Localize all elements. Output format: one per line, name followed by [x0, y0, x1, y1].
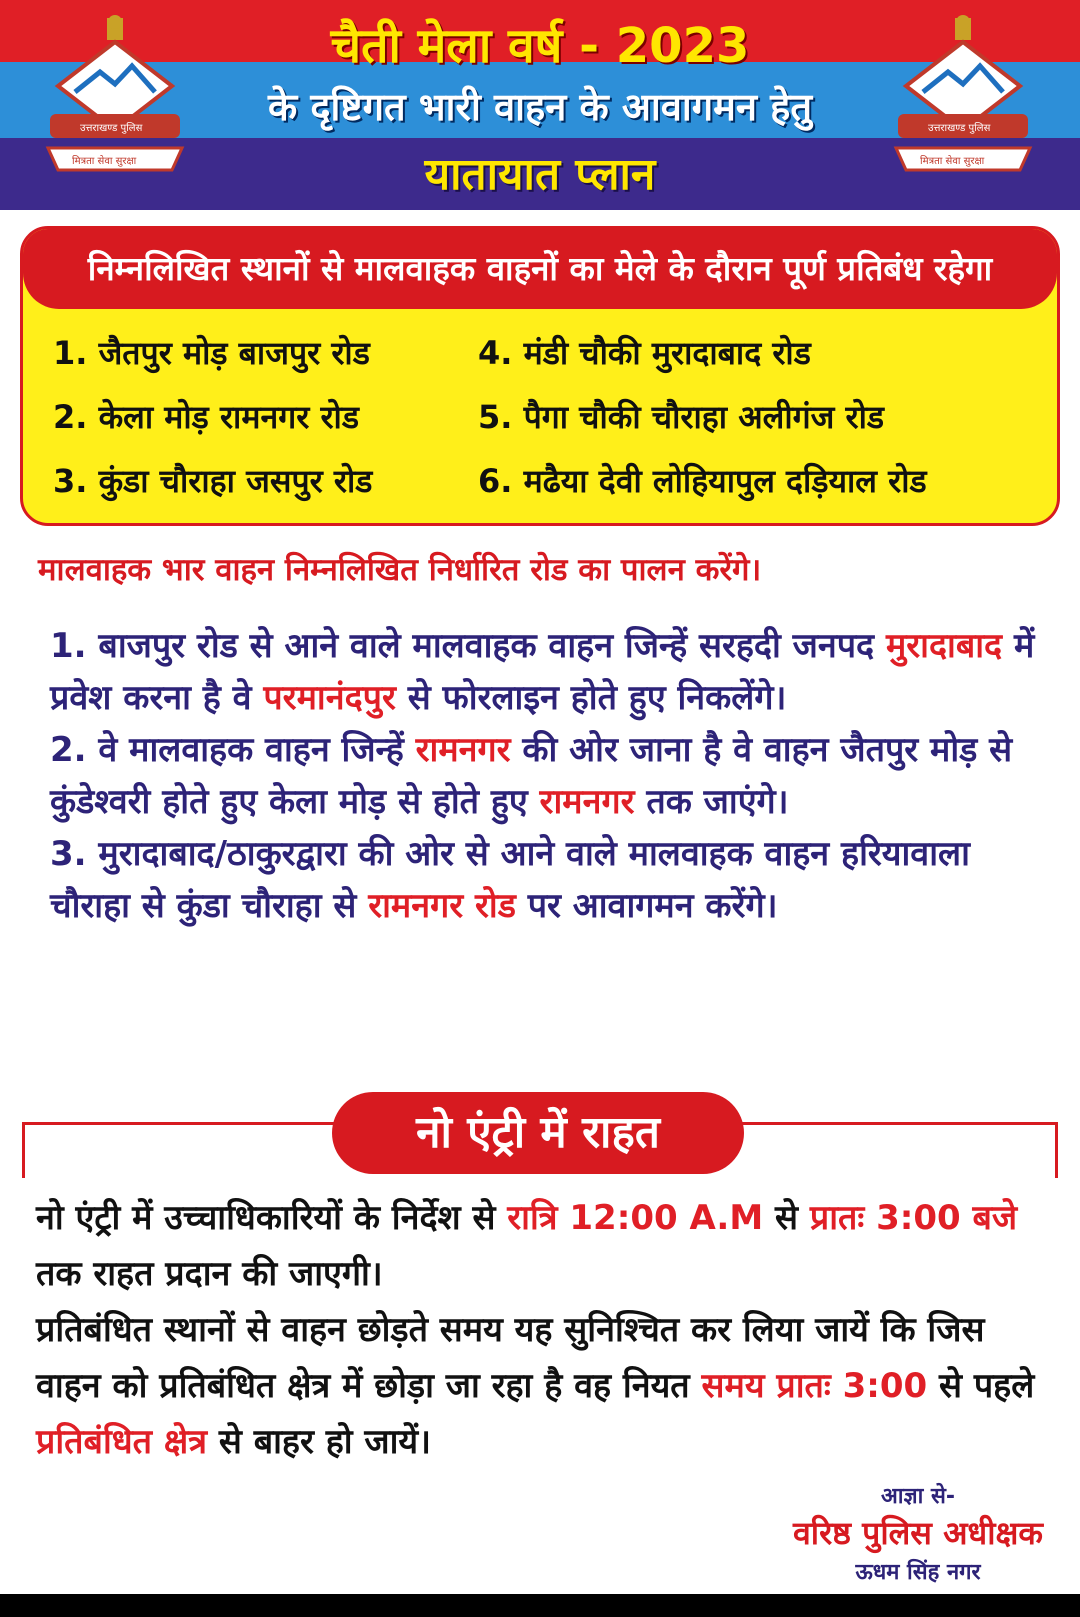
header-subtitle: के दृष्टिगत भारी वाहन के आवागमन हेतु: [267, 85, 813, 129]
route-item-3: 3. मुरादाबाद/ठाकुरद्वारा की ओर से आने वाले मालवाहक वाहन हरियावाला चौराहा से कुंडा चौराहा से रामनगर रोड पर आवागमन करेंगे।: [50, 834, 970, 926]
restriction-list-right: [478, 321, 927, 513]
no-entry-paragraph-2: प्रतिबंधित स्थानों से वाहन छोड़ते समय यह सुनिश्चित कर लिया जायें कि जिस वाहन को प्रतिबंधित क्षेत्र में छोड़ा जा रहा है वह नियत समय प्रातः 3:00 से पहले प्रतिबंधित क्षेत्र से बाहर हो जायें।: [36, 1310, 1035, 1462]
route-item-1: 1. बाजपुर रोड से आने वाले मालवाहक वाहन जिन्हें सरहदी जनपद मुरादाबाद में प्रवेश करना है वे परमानंदपुर से फोरलाइन होते हुए निकलेंगे।: [50, 626, 1035, 718]
route-item-2: 2. वे मालवाहक वाहन जिन्हें रामनगर की ओर जाना है वे वाहन जैतपुर मोड़ से कुंडेश्वरी होते हुए केला मोड़ से होते हुए रामनगर तक जाएंगे।: [50, 730, 1013, 822]
svg-text:उत्तराखण्ड पुलिस: उत्तराखण्ड पुलिस: [928, 123, 991, 134]
officer-title: वरिष्ठ पुलिस अधीक्षक: [792, 1514, 1044, 1552]
restriction-item: 4. मंडी चौकी मुरादाबाद रोड: [478, 334, 811, 372]
header-title: चैती मेला वर्ष - 2023: [330, 18, 750, 74]
svg-text:उत्तराखण्ड पुलिस: उत्तराखण्ड पुलिस: [80, 123, 143, 134]
no-entry-text: [36, 1190, 1046, 1470]
restriction-item: 5. पैगा चौकी चौराहा अलीगंज रोड: [478, 398, 885, 436]
route-list: [50, 620, 1050, 932]
district-name: ऊधम सिंह नगर: [855, 1560, 981, 1585]
order-signature: [780, 1480, 1056, 1586]
restriction-title: निम्नलिखित स्थानों से मालवाहक वाहनों का मेले के दौरान पूर्ण प्रतिबंध रहेगा: [23, 229, 1057, 309]
header-banner: [0, 0, 1080, 210]
no-entry-title: नो एंट्री में राहत: [332, 1092, 744, 1174]
restriction-item: 2. केला मोड़ रामनगर रोड: [53, 398, 359, 436]
restriction-item: 3. कुंडा चौराहा जसपुर रोड: [53, 462, 373, 500]
restriction-item: 1. जैतपुर मोड़ बाजपुर रोड: [53, 334, 370, 372]
svg-text:मित्रता सेवा सुरक्षा: मित्रता सेवा सुरक्षा: [72, 156, 137, 167]
restriction-item: 6. मढैया देवी लोहियापुल दड़ियाल रोड: [478, 462, 927, 500]
svg-text:मित्रता सेवा सुरक्षा: मित्रता सेवा सुरक्षा: [920, 156, 985, 167]
bottom-bar: [0, 1594, 1080, 1617]
restriction-box: [20, 226, 1060, 526]
no-entry-paragraph-1: नो एंट्री में उच्चाधिकारियों के निर्देश से रात्रि 12:00 A.M से प्रातः 3:00 बजे तक राहत प्रदान की जाएगी।: [36, 1198, 1018, 1294]
order-by: आज्ञा से-: [881, 1484, 955, 1509]
restriction-list-left: [53, 321, 372, 513]
header-plan-title: यातायात प्लान: [424, 149, 656, 200]
route-section-title: मालवाहक भार वाहन निम्नलिखित निर्धारित रोड का पालन करेंगे।: [38, 552, 762, 588]
